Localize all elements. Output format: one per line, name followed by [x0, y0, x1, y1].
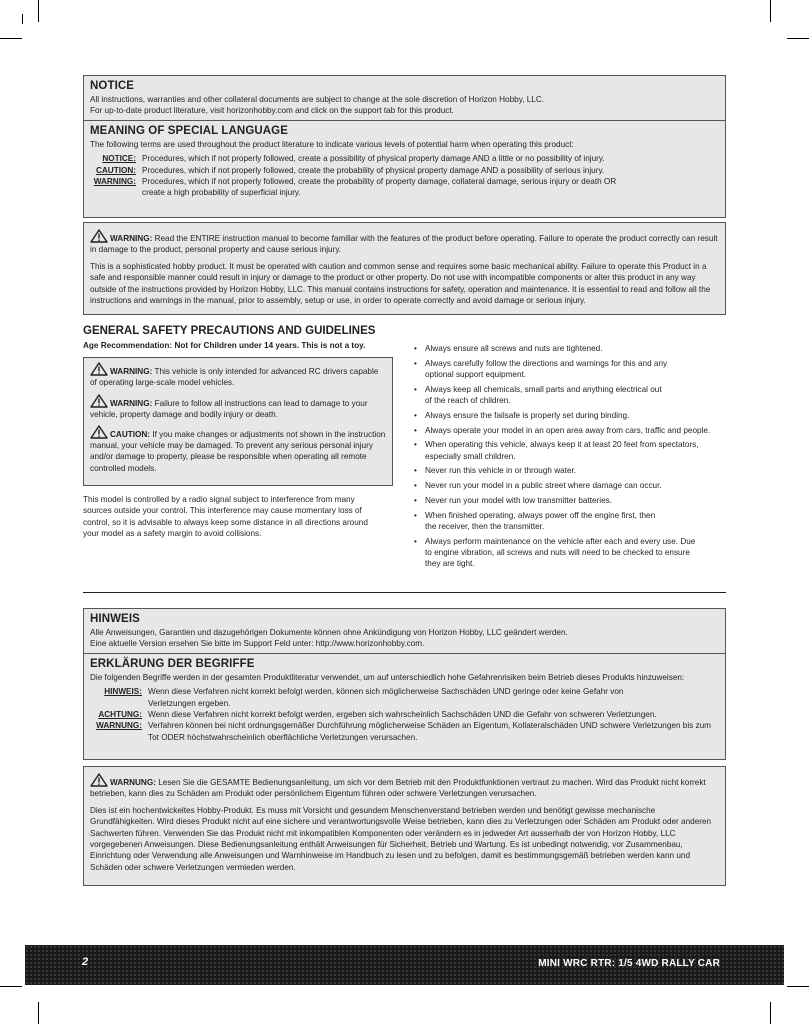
term-row: [84, 720, 719, 743]
warnung-text: Lesen Sie die GESAMTE Bedienungsanleitung, um sich vor dem Betrieb mit den Produktfunktionen vertraut zu machen. Wird das Produkt nicht korrekt betrieben, kann dies zu Schäden am Produkt oder persönlichem Eigentum führen oder schwere Verletzungen verursachen.: [90, 778, 706, 799]
crop-mark: [770, 1002, 771, 1024]
meaning-terms: [84, 153, 725, 199]
list-item: • Always operate your model in an open area away from cars, traffic and people.: [412, 425, 730, 436]
notice-title: NOTICE: [90, 80, 135, 92]
list-item: • When operating this vehicle, always keep it at least 20 feet from spectators, especially small children.: [412, 439, 730, 461]
warning-triangle-icon: [90, 773, 108, 787]
caution-triangle-icon: [90, 425, 108, 439]
warnung-paragraph: [84, 773, 725, 800]
safety-left-column: [83, 325, 393, 539]
term-row: [84, 153, 719, 164]
caution-text: If you make changes or adjustments not shown in the instruction manual, your vehicle may be damaged. To prevent any serious personal injury and/or damage to property, please be responsible when operating all remote controlled models.: [90, 430, 386, 473]
crop-mark: [38, 1002, 39, 1024]
term-key: CAUTION:: [95, 165, 136, 175]
term-key: WARNUNG:: [96, 721, 142, 731]
term-key: NOTICE:: [102, 154, 136, 164]
safety-warnings-box: [83, 357, 393, 486]
warning-text: Failure to follow all instructions can lead to damage to your vehicle, property damage and bodily injury or death.: [90, 398, 368, 419]
term-key: ACHTUNG:: [98, 710, 142, 720]
section-rule: [83, 592, 726, 593]
safety-right-column: [412, 343, 730, 573]
term-row: [84, 176, 719, 199]
warning-label: WARNING:: [110, 398, 153, 408]
list-item: • Never run your model with low transmitter batteries.: [412, 495, 730, 506]
radio-interference-text: This model is controlled by a radio signal subject to interference from many sources outside your control. This interference may cause momentary loss of control, so it is advisable to always keep some distance in all directions around your model as a safety margin to avoid collisions.: [83, 495, 368, 538]
notice-box: [83, 75, 726, 218]
notice-line-1: All instructions, warranties and other collateral documents are subject to change at the sole discretion of Horizon Hobby, LLC.: [90, 95, 545, 104]
term-value: Wenn diese Verfahren nicht korrekt befolgt werden, können sich möglicherweise Sachschäden UND geringe oder keine Gefahr von Verletzungen ergeben.: [148, 687, 624, 708]
list-item: • Never run this vehicle in or through water.: [412, 465, 730, 476]
crop-mark: [22, 14, 23, 24]
list-item: • Always perform maintenance on the vehicle after each and every use. Due to engine vibration, all screws and nuts will need to be checked to ensure they are tight.: [412, 536, 730, 570]
list-item: • Always keep all chemicals, small parts and anything electrical out of the reach of children.: [412, 384, 730, 406]
warning-box-de: [83, 766, 726, 886]
hinweis-line-2: Eine aktuelle Version ersehen Sie bitte im Support Feld unter: http://www.horizonhobby.com.: [90, 639, 425, 649]
crop-mark: [38, 0, 39, 22]
crop-mark: [787, 986, 809, 987]
term-value: Procedures, which if not properly followed, create the probability of property damage, collateral damage, serious injury or death OR create a high probability of superficial injury.: [142, 177, 617, 198]
warning-triangle-icon: [90, 394, 108, 408]
warning-triangle-icon: [90, 229, 108, 243]
erklaerung-terms: [84, 686, 725, 743]
term-key: WARNING:: [93, 177, 136, 187]
meaning-title: MEANING OF SPECIAL LANGUAGE: [90, 124, 288, 137]
safety-caution: [90, 425, 386, 474]
warning-triangle-icon: [90, 362, 108, 376]
warning-text: Read the ENTIRE instruction manual to become familiar with the features of the product before operating. Failure to operate the product correctly can result in damage to the product, personal property and cause serious injury.: [90, 234, 718, 255]
erklaerung-intro: Die folgenden Begriffe werden in der gesamten Produktliteratur verwendet, um auf unterschiedlich hohe Gefahrenrisiken beim Betrieb dieses Produkts hinzuweisen:: [90, 672, 685, 682]
list-item: • Always ensure all screws and nuts are tightened.: [412, 343, 730, 354]
warning-paragraph: [84, 229, 725, 256]
meaning-intro: The following terms are used throughout the product literature to indicate various levels of potential harm when operating this product:: [90, 139, 574, 149]
crop-mark: [0, 38, 22, 39]
warnung-label: WARNUNG:: [110, 778, 156, 787]
crop-mark: [787, 38, 809, 39]
list-item: • Never run your model in a public street where damage can occur.: [412, 480, 730, 491]
hinweis-box: [83, 608, 726, 760]
crop-mark: [0, 986, 22, 987]
term-row: [84, 709, 719, 720]
crop-mark: [770, 0, 771, 22]
notice-line-2: For up-to-date product literature, visit horizonhobby.com and click on the support tab for this product.: [90, 106, 454, 116]
warning-paragraph-2: This is a sophisticated hobby product. It must be operated with caution and common sense and requires some basic mechanical ability. Failure to operate this Product in a safe and responsible manner could result in injury or damage to the product or other property. Do not use with incompatible components or alter this product in any way outside of the instructions provided by Horizon Hobby, LLC. This manual contains instructions for safety, operation and maintenance. It is essential to read and follow all the instructions and warnings in the manual, prior to assembly, setup or use, in order to operate correctly and avoid damage or serious injury.: [90, 261, 711, 306]
erklaerung-title: ERKLÄRUNG DER BEGRIFFE: [90, 657, 255, 670]
term-value: Procedures, which if not properly followed, create a possibility of physical property damage AND a little or no possibility of injury.: [142, 154, 605, 164]
safety-title: GENERAL SAFETY PRECAUTIONS AND GUIDELINES: [83, 325, 376, 337]
term-value: Verfahren können bei nicht ordnungsgemäßer Durchführung möglicherweise Schäden an Eigentum, Kollateralschäden UND schwere Verletzungen bis zum Tot ODER höchstwahrscheinlich oberflächliche Verletzungen verursachen.: [148, 721, 711, 742]
warning-text: This vehicle is only intended for advanced RC drivers capable of operating large-scale model vehicles.: [90, 367, 379, 388]
list-item: • Always ensure the failsafe is properly set during binding.: [412, 410, 730, 421]
term-value: Wenn diese Verfahren nicht korrekt befolgt werden, ergeben sich wahrscheinlich Sachschäden UND die Gefahr von schweren Verletzungen.: [148, 710, 657, 720]
page-number: 2: [82, 956, 89, 968]
term-value: Procedures, which if not properly followed, create the probability of physical property damage AND a possibility of serious injury.: [142, 165, 605, 175]
safety-bullet-list: [412, 343, 730, 569]
list-item: • Always carefully follow the directions and warnings for this and any optional support equipment.: [412, 358, 730, 380]
term-row: [84, 165, 719, 176]
warning-label: WARNING:: [110, 367, 153, 377]
hinweis-title: HINWEIS: [90, 613, 140, 625]
term-key: HINWEIS:: [104, 687, 142, 697]
term-row: [84, 686, 719, 709]
warnung-paragraph-2: Dies ist ein hochentwickeltes Hobby-Produkt. Es muss mit Vorsicht und gesundem Menschenverstand betrieben werden und benötigt gewisse mechanische Grundfähigkeiten. Wird dieses Produkt nicht auf eine sichere und verantwortungsvolle Weise betrieben, kann dies zu Verletzungen oder Schäden am Produkt oder anderen Sachwerten führen. Verwenden Sie das Produkt nicht mit inkompatiblen Komponenten oder verändern es in jedweder Art ausserhalb der von Horizon Hobby, LLC vorgegebenen Anweisungen. Diese Bedienungsanleitung enthält Anweisungen für Sicherheit, Betrieb und Wartung. Es ist unbedingt notwendig, vor Zusammenbau, Einrichtung oder Verwendung alle Anweisungen und Warnhinweise im Handbuch zu lesen und zu befolgen, damit es bestimmungsgemäß betrieben werden kann und Schäden oder schwere Verletzungen vermieden werden.: [90, 805, 712, 872]
caution-label: CAUTION:: [110, 430, 151, 440]
warning-box-en: [83, 222, 726, 315]
footer-title: MINI WRC RTR: 1/5 4WD RALLY CAR: [538, 958, 720, 969]
age-recommendation: Age Recommendation: Not for Children under 14 years. This is not a toy.: [83, 341, 366, 350]
warning-label: WARNING:: [110, 234, 153, 243]
safety-warning-2: [90, 394, 386, 420]
list-item: • When finished operating, always power off the engine first, then the receiver, then the transmitter.: [412, 510, 730, 532]
safety-warning-1: [90, 362, 386, 388]
hinweis-line-1: Alle Anweisungen, Garantien und dazugehörigen Dokumente können ohne Ankündigung von Horizon Hobby, LLC geändert werden.: [90, 628, 568, 637]
